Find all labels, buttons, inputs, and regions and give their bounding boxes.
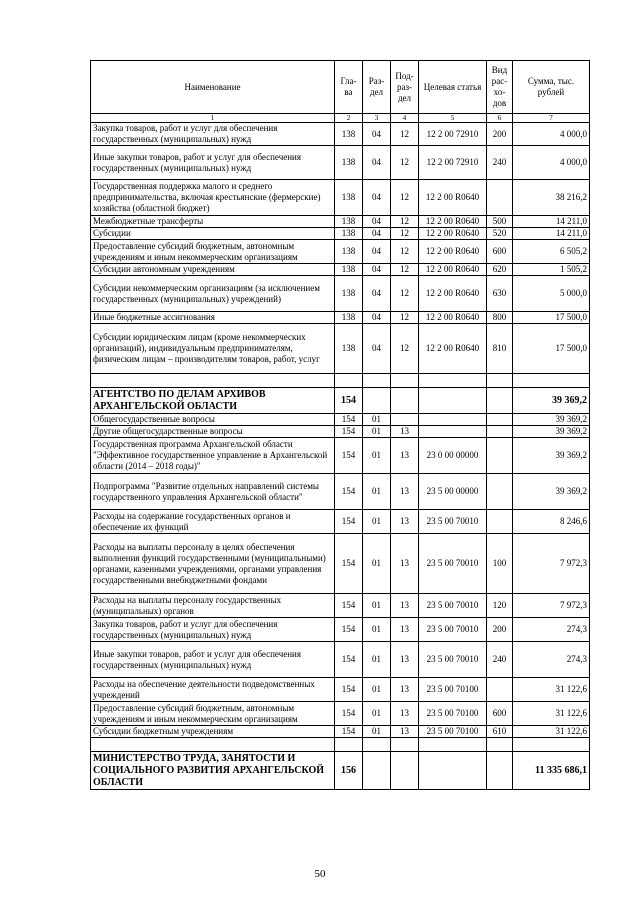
row-target: 12 2 00 72910 xyxy=(419,146,487,180)
row-razdel: 01 xyxy=(363,474,391,510)
row-razdel: 01 xyxy=(363,726,391,738)
row-razdel xyxy=(363,752,391,790)
row-glava: 154 xyxy=(335,594,363,618)
row-razdel: 04 xyxy=(363,146,391,180)
table-row xyxy=(91,510,590,534)
row-target: 12 2 00 72910 xyxy=(419,123,487,146)
row-razdel: 04 xyxy=(363,240,391,264)
column-number: 3 xyxy=(363,114,391,123)
row-name: Другие общегосударственные вопросы xyxy=(91,426,335,438)
row-sum: 31 122,6 xyxy=(513,726,590,738)
row-sum: 39 369,2 xyxy=(513,438,590,474)
row-razdel: 01 xyxy=(363,438,391,474)
row-podrazdel: 12 xyxy=(391,146,419,180)
row-name: Субсидии бюджетным учреждениям xyxy=(91,726,335,738)
row-podrazdel: 12 xyxy=(391,228,419,240)
row-sum: 38 216,2 xyxy=(513,180,590,216)
row-podrazdel: 13 xyxy=(391,426,419,438)
column-number: 2 xyxy=(335,114,363,123)
row-razdel: 01 xyxy=(363,414,391,426)
row-vid: 800 xyxy=(487,312,513,324)
budget-table xyxy=(90,60,590,790)
row-glava: 154 xyxy=(335,474,363,510)
row-podrazdel: 13 xyxy=(391,474,419,510)
row-target: 23 5 00 70010 xyxy=(419,534,487,594)
row-vid xyxy=(487,414,513,426)
row-glava: 138 xyxy=(335,180,363,216)
row-target: 23 5 00 70100 xyxy=(419,726,487,738)
row-target: 23 5 00 70100 xyxy=(419,678,487,702)
row-podrazdel: 13 xyxy=(391,510,419,534)
row-target: 23 5 00 70010 xyxy=(419,642,487,678)
table-row xyxy=(91,726,590,738)
header-razdel: Раз-дел xyxy=(363,61,391,114)
row-vid xyxy=(487,438,513,474)
row-glava: 154 xyxy=(335,510,363,534)
table-row xyxy=(91,180,590,216)
row-vid xyxy=(487,678,513,702)
table-row xyxy=(91,702,590,726)
row-sum: 7 972,3 xyxy=(513,534,590,594)
row-razdel xyxy=(363,374,391,388)
row-sum: 4 000,0 xyxy=(513,123,590,146)
table-row xyxy=(91,752,590,790)
row-name: АГЕНТСТВО ПО ДЕЛАМ АРХИВОВ АРХАНГЕЛЬСКОЙ ОБЛАСТИ xyxy=(91,388,335,414)
row-sum xyxy=(513,738,590,752)
row-sum: 1 505,2 xyxy=(513,264,590,276)
row-podrazdel: 12 xyxy=(391,216,419,228)
row-target: 12 2 00 R0640 xyxy=(419,264,487,276)
row-vid: 600 xyxy=(487,702,513,726)
row-glava: 156 xyxy=(335,752,363,790)
row-target: 12 2 00 R0640 xyxy=(419,228,487,240)
row-podrazdel: 12 xyxy=(391,324,419,374)
page-number: 50 xyxy=(314,868,326,880)
row-vid xyxy=(487,752,513,790)
row-sum: 6 505,2 xyxy=(513,240,590,264)
row-sum: 31 122,6 xyxy=(513,702,590,726)
table-row xyxy=(91,738,590,752)
row-razdel: 01 xyxy=(363,426,391,438)
row-glava: 154 xyxy=(335,678,363,702)
row-sum: 7 972,3 xyxy=(513,594,590,618)
row-podrazdel: 12 xyxy=(391,240,419,264)
table-body xyxy=(91,123,590,790)
row-vid: 240 xyxy=(487,642,513,678)
row-podrazdel xyxy=(391,738,419,752)
row-name: Расходы на обеспечение деятельности подведомственных учреждений xyxy=(91,678,335,702)
row-podrazdel: 13 xyxy=(391,594,419,618)
header-target: Целевая статья xyxy=(419,61,487,114)
row-podrazdel: 12 xyxy=(391,312,419,324)
row-target: 12 2 00 R0640 xyxy=(419,312,487,324)
row-name: Закупка товаров, работ и услуг для обеспечения государственных (муниципальных) нужд xyxy=(91,618,335,642)
row-vid xyxy=(487,426,513,438)
row-razdel: 04 xyxy=(363,264,391,276)
column-number-row xyxy=(91,114,590,123)
row-vid: 200 xyxy=(487,618,513,642)
row-target: 12 2 00 R0640 xyxy=(419,216,487,228)
row-vid xyxy=(487,374,513,388)
row-vid: 620 xyxy=(487,264,513,276)
row-podrazdel: 13 xyxy=(391,678,419,702)
row-vid: 100 xyxy=(487,534,513,594)
row-sum: 274,3 xyxy=(513,618,590,642)
row-target: 12 2 00 R0640 xyxy=(419,324,487,374)
row-name: Субсидии юридическим лицам (кроме некоммерческих организаций), индивидуальным предпринимателям, физическим лицам – производителям товаров, работ, услуг xyxy=(91,324,335,374)
row-name: Субсидии автономным учреждениям xyxy=(91,264,335,276)
column-number: 1 xyxy=(91,114,335,123)
row-razdel: 01 xyxy=(363,618,391,642)
row-name: Государственная программа Архангельской области "Эффективное государственное управление в Архангельской области (2014 – 2018 годы)" xyxy=(91,438,335,474)
row-podrazdel xyxy=(391,388,419,414)
row-sum: 8 246,6 xyxy=(513,510,590,534)
row-target: 12 2 00 R0640 xyxy=(419,240,487,264)
row-razdel: 01 xyxy=(363,594,391,618)
row-sum: 39 369,2 xyxy=(513,414,590,426)
row-podrazdel: 13 xyxy=(391,438,419,474)
row-glava: 138 xyxy=(335,312,363,324)
row-name: Расходы на выплаты персоналу в целях обеспечения выполнения функций государственными (муниципальными) органами, казенными учреждениями, органами управления государственными внебюджетными фондами xyxy=(91,534,335,594)
row-podrazdel: 13 xyxy=(391,534,419,594)
table-row xyxy=(91,276,590,312)
row-podrazdel: 12 xyxy=(391,276,419,312)
row-glava xyxy=(335,738,363,752)
row-vid: 120 xyxy=(487,594,513,618)
row-razdel: 04 xyxy=(363,180,391,216)
row-name: Государственная поддержка малого и среднего предпринимательства, включая крестьянские (фермерские) хозяйства (областной бюджет) xyxy=(91,180,335,216)
header-glava: Гла-ва xyxy=(335,61,363,114)
row-glava: 154 xyxy=(335,534,363,594)
row-name: Межбюджетные трансферты xyxy=(91,216,335,228)
row-glava: 138 xyxy=(335,216,363,228)
table-row xyxy=(91,438,590,474)
row-sum: 5 000,0 xyxy=(513,276,590,312)
table-row xyxy=(91,312,590,324)
table-row xyxy=(91,426,590,438)
table-row xyxy=(91,240,590,264)
row-name: Иные закупки товаров, работ и услуг для обеспечения государственных (муниципальных) нужд xyxy=(91,146,335,180)
row-name: Иные бюджетные ассигнования xyxy=(91,312,335,324)
row-glava: 154 xyxy=(335,702,363,726)
table-row xyxy=(91,388,590,414)
row-razdel: 04 xyxy=(363,312,391,324)
row-sum: 39 369,2 xyxy=(513,474,590,510)
row-glava: 154 xyxy=(335,414,363,426)
row-vid: 200 xyxy=(487,123,513,146)
row-glava: 154 xyxy=(335,642,363,678)
row-name xyxy=(91,374,335,388)
row-glava: 154 xyxy=(335,618,363,642)
header-sum: Сумма, тыс. рублей xyxy=(513,61,590,114)
row-sum: 17 500,0 xyxy=(513,324,590,374)
row-vid xyxy=(487,510,513,534)
row-name: Подпрограмма "Развитие отдельных направлений системы государственного управления Архангельской области" xyxy=(91,474,335,510)
row-sum: 14 211,0 xyxy=(513,228,590,240)
column-number: 6 xyxy=(487,114,513,123)
column-number: 7 xyxy=(513,114,590,123)
table-row xyxy=(91,264,590,276)
row-target: 23 5 00 70100 xyxy=(419,702,487,726)
table-row xyxy=(91,123,590,146)
row-vid: 520 xyxy=(487,228,513,240)
row-name: Предоставление субсидий бюджетным, автономным учреждениям и иным некоммерческим организациям xyxy=(91,702,335,726)
row-glava: 138 xyxy=(335,324,363,374)
row-target xyxy=(419,374,487,388)
header-podrazdel: Под-раз-дел xyxy=(391,61,419,114)
row-name: МИНИСТЕРСТВО ТРУДА, ЗАНЯТОСТИ И СОЦИАЛЬНОГО РАЗВИТИЯ АРХАНГЕЛЬСКОЙ ОБЛАСТИ xyxy=(91,752,335,790)
header-row xyxy=(91,61,590,114)
row-target xyxy=(419,388,487,414)
row-vid: 500 xyxy=(487,216,513,228)
row-razdel: 01 xyxy=(363,702,391,726)
row-vid xyxy=(487,474,513,510)
table-row xyxy=(91,146,590,180)
row-razdel: 04 xyxy=(363,123,391,146)
row-vid: 810 xyxy=(487,324,513,374)
row-glava: 138 xyxy=(335,123,363,146)
row-razdel: 04 xyxy=(363,276,391,312)
row-glava xyxy=(335,374,363,388)
row-target xyxy=(419,752,487,790)
table-row xyxy=(91,324,590,374)
row-podrazdel: 13 xyxy=(391,726,419,738)
row-glava: 154 xyxy=(335,388,363,414)
row-sum: 17 500,0 xyxy=(513,312,590,324)
row-target xyxy=(419,414,487,426)
row-podrazdel: 12 xyxy=(391,264,419,276)
row-name: Субсидии некоммерческим организациям (за исключением государственных (муниципальных) учреждений) xyxy=(91,276,335,312)
row-podrazdel: 13 xyxy=(391,702,419,726)
row-target: 23 5 00 70010 xyxy=(419,594,487,618)
table-row xyxy=(91,678,590,702)
row-vid xyxy=(487,388,513,414)
row-sum: 274,3 xyxy=(513,642,590,678)
row-razdel: 01 xyxy=(363,534,391,594)
row-glava: 138 xyxy=(335,240,363,264)
row-name: Закупка товаров, работ и услуг для обеспечения государственных (муниципальных) нужд xyxy=(91,123,335,146)
table-row xyxy=(91,228,590,240)
row-target: 23 5 00 00000 xyxy=(419,474,487,510)
row-name: Расходы на выплаты персоналу государственных (муниципальных) органов xyxy=(91,594,335,618)
row-target xyxy=(419,738,487,752)
row-podrazdel: 12 xyxy=(391,180,419,216)
row-vid: 240 xyxy=(487,146,513,180)
row-sum: 39 369,2 xyxy=(513,426,590,438)
row-razdel: 04 xyxy=(363,324,391,374)
row-vid xyxy=(487,738,513,752)
row-glava: 154 xyxy=(335,426,363,438)
row-glava: 154 xyxy=(335,726,363,738)
row-sum: 14 211,0 xyxy=(513,216,590,228)
row-razdel xyxy=(363,388,391,414)
table-row xyxy=(91,618,590,642)
row-glava: 154 xyxy=(335,438,363,474)
row-glava: 138 xyxy=(335,276,363,312)
row-sum: 4 000,0 xyxy=(513,146,590,180)
row-vid: 600 xyxy=(487,240,513,264)
row-name: Предоставление субсидий бюджетным, автономным учреждениям и иным некоммерческим организациям xyxy=(91,240,335,264)
row-vid xyxy=(487,180,513,216)
row-vid: 630 xyxy=(487,276,513,312)
row-glava: 138 xyxy=(335,264,363,276)
row-name: Общегосударственные вопросы xyxy=(91,414,335,426)
row-razdel: 01 xyxy=(363,510,391,534)
row-razdel xyxy=(363,738,391,752)
row-name: Субсидии xyxy=(91,228,335,240)
row-sum xyxy=(513,374,590,388)
row-name xyxy=(91,738,335,752)
row-glava: 138 xyxy=(335,228,363,240)
row-sum: 39 369,2 xyxy=(513,388,590,414)
table-row xyxy=(91,594,590,618)
column-number: 4 xyxy=(391,114,419,123)
row-sum: 31 122,6 xyxy=(513,678,590,702)
row-podrazdel: 12 xyxy=(391,123,419,146)
row-razdel: 04 xyxy=(363,228,391,240)
header-name: Наименование xyxy=(91,61,335,114)
row-razdel: 01 xyxy=(363,678,391,702)
table-row xyxy=(91,642,590,678)
row-vid: 610 xyxy=(487,726,513,738)
row-target xyxy=(419,426,487,438)
row-target: 12 2 00 R0640 xyxy=(419,180,487,216)
row-podrazdel xyxy=(391,414,419,426)
row-podrazdel xyxy=(391,374,419,388)
row-podrazdel: 13 xyxy=(391,618,419,642)
header-vid: Вид рас-хо-дов xyxy=(487,61,513,114)
row-podrazdel xyxy=(391,752,419,790)
row-target: 23 5 00 70010 xyxy=(419,618,487,642)
table-row xyxy=(91,216,590,228)
table-row xyxy=(91,474,590,510)
row-name: Расходы на содержание государственных органов и обеспечение их функций xyxy=(91,510,335,534)
row-razdel: 01 xyxy=(363,642,391,678)
table-row xyxy=(91,414,590,426)
row-sum: 11 335 686,1 xyxy=(513,752,590,790)
row-glava: 138 xyxy=(335,146,363,180)
column-number: 5 xyxy=(419,114,487,123)
row-target: 12 2 00 R0640 xyxy=(419,276,487,312)
row-target: 23 0 00 00000 xyxy=(419,438,487,474)
row-target: 23 5 00 70010 xyxy=(419,510,487,534)
row-razdel: 04 xyxy=(363,216,391,228)
table-row xyxy=(91,534,590,594)
table-row xyxy=(91,374,590,388)
row-podrazdel: 13 xyxy=(391,642,419,678)
row-name: Иные закупки товаров, работ и услуг для обеспечения государственных (муниципальных) нужд xyxy=(91,642,335,678)
